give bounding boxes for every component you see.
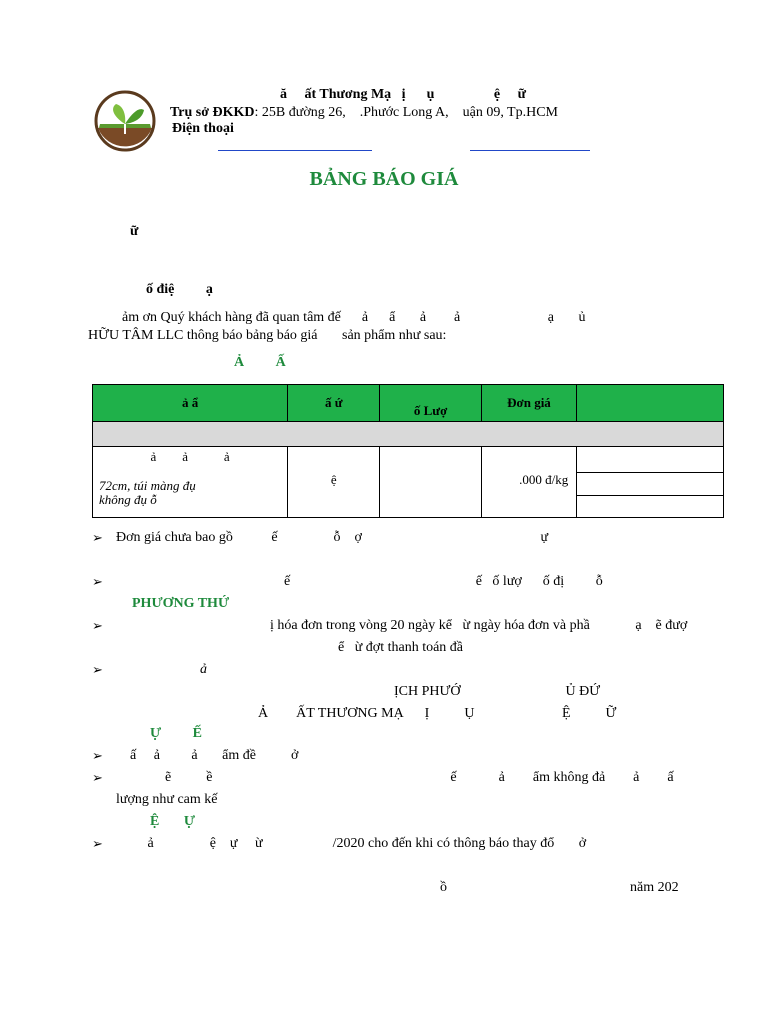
validity-heading: Ệ Ự <box>150 814 195 829</box>
product-spec: ệ <box>288 447 380 518</box>
col-header-quantity: ố Lượ <box>380 385 481 422</box>
company-logo <box>94 90 156 152</box>
company-address <box>170 105 558 121</box>
intro-line-2: HỮU TÂM LLC thông báo bảng báo giá sản phẩm như sau: <box>88 328 447 343</box>
date-left: ồ <box>440 880 447 895</box>
col-header-extra <box>577 385 724 422</box>
product-name: ả ả ả <box>150 449 230 464</box>
note-5: ấ ả ả ẩm đề ở <box>116 748 299 763</box>
recipient-line: ữ <box>130 224 139 239</box>
delivery-heading: Ự Ế <box>150 726 202 741</box>
table-row-category <box>93 422 724 447</box>
col-header-spec: ấ ứ <box>288 385 380 422</box>
phone-label: Điện thoại <box>172 121 234 136</box>
table-row <box>93 447 724 473</box>
note-7: ả ệ ự ừ /2020 cho đến khi có thông báo thay đổ ở <box>116 836 587 851</box>
website-underline[interactable] <box>470 150 590 151</box>
note-bullet-4: ➢ <box>92 662 103 677</box>
note-bullet-1: ➢ <box>92 530 103 545</box>
phone-line: ố điệ ạ <box>146 282 213 297</box>
product-price: .000 đ/kg <box>481 447 576 518</box>
note-3: ị hóa đơn trong vòng 20 ngày kể ừ ngày hóa đơn và phầ ạ ẽ đượ <box>116 618 688 633</box>
section-heading: Ả Ấ <box>234 355 286 370</box>
note-bullet-3: ➢ <box>92 618 103 633</box>
col-header-product: ả ẩ <box>93 385 288 422</box>
note-bullet-5: ➢ <box>92 748 103 763</box>
note-bullet-2: ➢ <box>92 574 103 589</box>
note-1: Đơn giá chưa bao gồ ế ỗ ợ ự <box>116 530 549 545</box>
email-underline[interactable] <box>218 150 372 151</box>
payment-heading: PHƯƠNG THỨ <box>132 596 230 611</box>
bank-line-1: ỊCH PHƯỚ Ủ ĐỨ <box>394 684 601 699</box>
document-title: BẢNG BÁO GIÁ <box>309 168 459 190</box>
bank-line-2: Ả ẤT THƯƠNG MẠ Ị Ụ Ệ Ữ <box>258 706 617 721</box>
address-text: : 25B đường 26, .Phước Long A, uận 09, Tp.HCM <box>254 105 559 120</box>
company-name: ă ất Thương Mạ ị ụ ệ ữ <box>280 87 526 102</box>
note-3b: ể ừ đợt thanh toán đầ <box>338 640 464 655</box>
note-4: ả <box>116 662 207 677</box>
note-bullet-7: ➢ <box>92 836 103 851</box>
note-2: ế ế ố lượ ố đị ỗ <box>116 574 603 589</box>
note-bullet-6: ➢ <box>92 770 103 785</box>
intro-line-1: ảm ơn Quý khách hàng đã quan tâm đế ả ẩ ả ả ạ ủ <box>122 310 586 325</box>
product-description: 72cm, túi màng đụ không đụ ỗ <box>99 478 196 507</box>
note-6: ẽ ề ế ả ẩm không đả ả ấ <box>116 770 674 785</box>
product-quantity <box>380 447 481 518</box>
quotation-table <box>92 384 724 518</box>
col-header-price: Đơn giá <box>481 385 576 422</box>
date-right: năm 202 <box>630 880 679 895</box>
address-label: Trụ sở ĐKKD <box>170 105 255 120</box>
note-6b: lượng như cam kế <box>116 792 218 807</box>
